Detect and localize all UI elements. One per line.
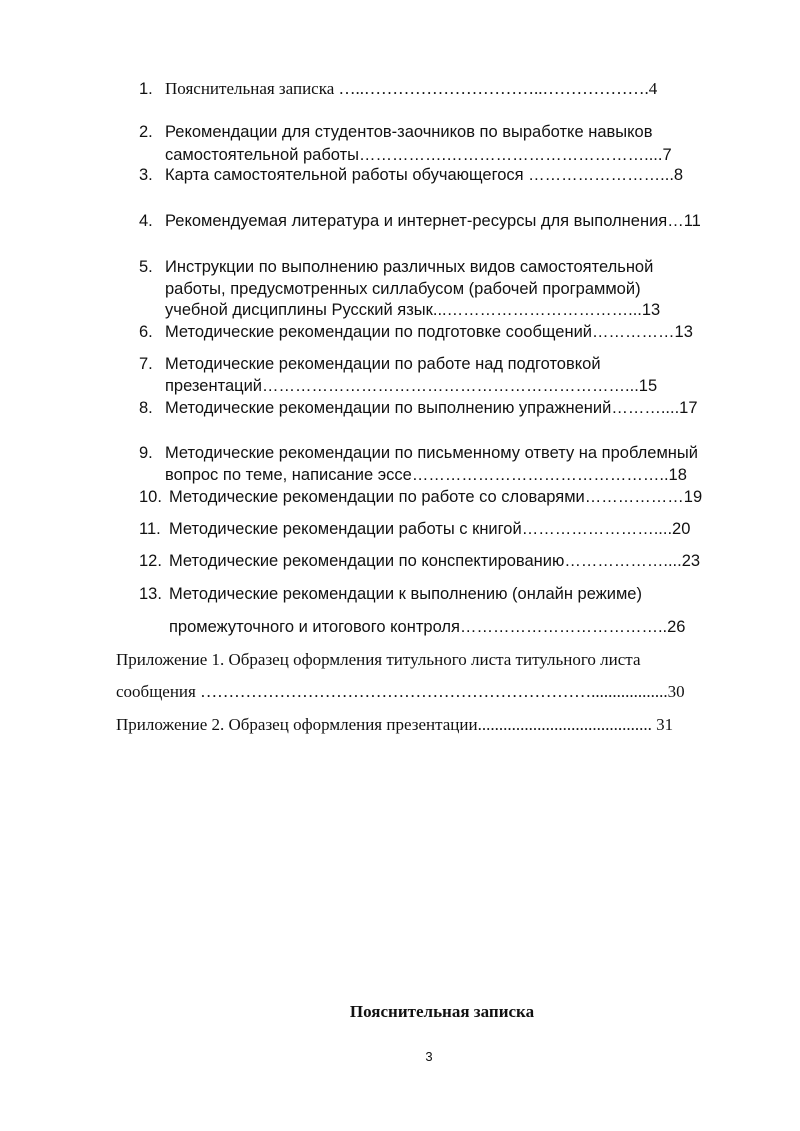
toc-number: 6.: [139, 323, 153, 341]
toc-number: 1.: [139, 80, 153, 98]
toc-text: Методические рекомендации по конспектированию………………....23: [169, 552, 701, 570]
toc-text: Рекомендуемая литература и интернет-ресурсы для выполнения…11: [165, 212, 701, 230]
toc-text: Методические рекомендации по подготовке сообщений……………13: [165, 323, 693, 341]
toc-entry-9-cont: [165, 465, 687, 485]
toc-text: Методические рекомендации по выполнению упражнений………....17: [165, 399, 698, 417]
toc-number: 8.: [139, 399, 153, 417]
toc-text: учебной дисциплины Русский язык...……………………………...13: [165, 301, 661, 319]
toc-number: 3.: [139, 166, 153, 184]
toc-appendix-2: [116, 715, 673, 735]
toc-entry-2: [139, 122, 652, 142]
toc-number: 9.: [139, 444, 153, 462]
toc-text: Методические рекомендации по письменному ответу на проблемный: [165, 444, 698, 462]
toc-text: самостоятельной работы…………….………………………………....7: [165, 146, 672, 164]
toc-text: сообщения ……………………………………………………………..................30: [116, 682, 685, 701]
toc-entry-5: [139, 257, 653, 277]
toc-entry-5-cont: [165, 300, 660, 320]
toc-entry-7-cont: [165, 376, 657, 396]
toc-entry-1: [139, 79, 657, 99]
toc-text: презентаций…………………………………………………………...15: [165, 377, 658, 395]
toc-appendix-1: [116, 650, 641, 670]
toc-text: промежуточного и итогового контроля………………………………..26: [169, 618, 686, 636]
toc-entry-6: [139, 322, 693, 342]
toc-text: работы, предусмотренных силлабусом (рабочей программой): [165, 280, 641, 298]
toc-text: вопрос по теме, написание эссе………………………………………..18: [165, 466, 687, 484]
toc-entry-12: [139, 551, 700, 571]
toc-entry-13-cont: [169, 617, 685, 637]
toc-entry-13: [139, 584, 642, 604]
toc-entry-11: [139, 519, 690, 539]
toc-entry-5-cont: [165, 279, 641, 299]
toc-appendix-1-cont: [116, 682, 685, 702]
toc-entry-7: [139, 354, 601, 374]
toc-text: Рекомендации для студентов-заочников по выработке навыков: [165, 123, 653, 141]
toc-number: 13.: [139, 585, 162, 603]
toc-entry-4: [139, 211, 701, 231]
toc-number: 4.: [139, 212, 153, 230]
toc-text: Карта самостоятельной работы обучающегося ……………………...8: [165, 166, 684, 184]
section-heading: Пояснительная записка: [349, 1002, 535, 1021]
toc-text: Методические рекомендации к выполнению (онлайн режиме): [169, 585, 642, 603]
toc-text: Инструкции по выполнению различных видов самостоятельной: [165, 258, 654, 276]
toc-entry-8: [139, 398, 698, 418]
toc-number: 11.: [139, 520, 161, 538]
toc-entry-3: [139, 165, 683, 185]
toc-text: Приложение 1. Образец оформления титульного листа титульного листа: [116, 650, 641, 669]
toc-number: 10.: [139, 488, 162, 506]
page-number: 3: [425, 1049, 433, 1064]
toc-text: Пояснительная записка …..…………………………..……………….4: [165, 79, 658, 98]
toc-entry-9: [139, 443, 698, 463]
toc-entry-2-cont: [165, 145, 672, 165]
toc-number: 7.: [139, 355, 153, 373]
toc-number: 12.: [139, 552, 162, 570]
toc-entry-10: [139, 487, 702, 507]
toc-text: Методические рекомендации по работе над подготовкой: [165, 355, 601, 373]
toc-text: Приложение 2. Образец оформления презентации......................................... 31: [116, 715, 674, 734]
toc-number: 2.: [139, 123, 153, 141]
toc-number: 5.: [139, 258, 153, 276]
toc-text: Методические рекомендации по работе со словарями………………19: [169, 488, 703, 506]
toc-text: Методические рекомендации работы с книгой……………………....20: [169, 520, 691, 538]
